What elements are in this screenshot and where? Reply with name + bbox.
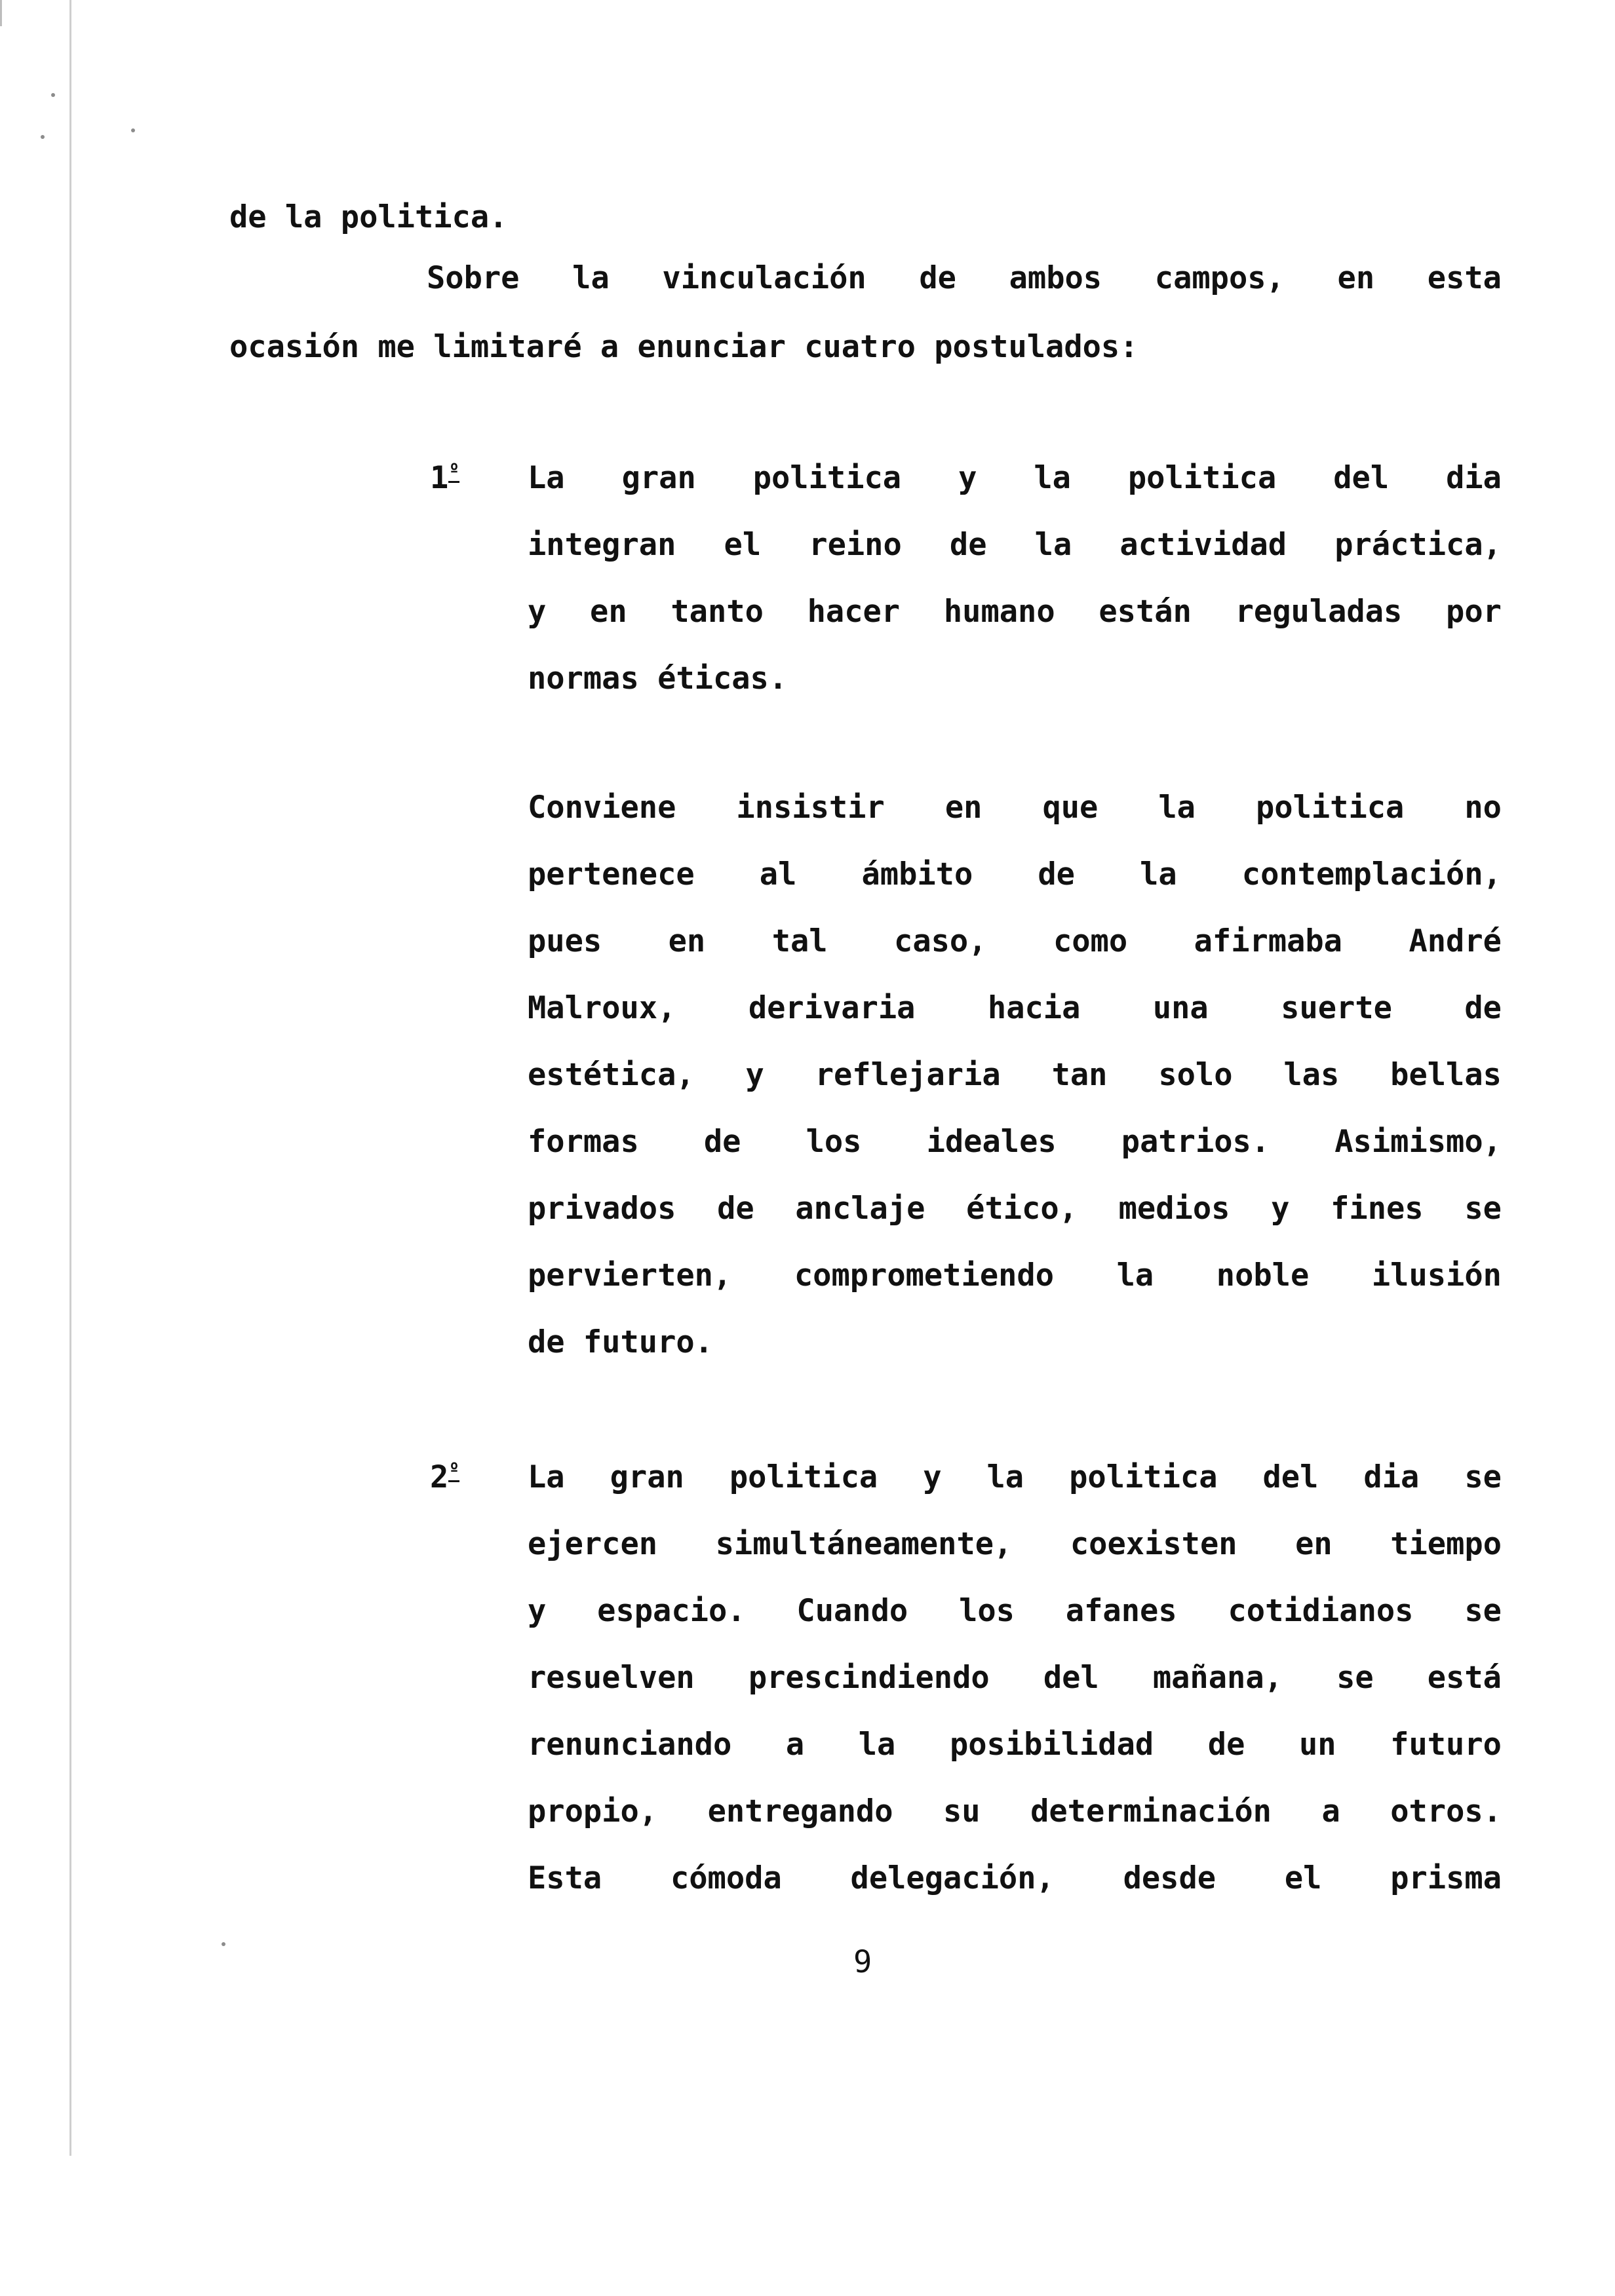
body-line	[528, 1056, 1502, 1095]
word: en	[944, 790, 983, 826]
word: fines	[1331, 1191, 1424, 1227]
word: de	[949, 527, 987, 563]
word: propio,	[528, 1793, 658, 1829]
word: gran	[610, 1459, 684, 1495]
word: humano	[943, 594, 1055, 630]
body-line: ocasión me limitaré a enunciar cuatro postulados:	[229, 329, 1138, 365]
word: de	[1207, 1727, 1245, 1763]
word: un	[1298, 1727, 1336, 1763]
ordinal-mark: º	[448, 459, 459, 483]
ordinal-number: 2	[430, 1459, 449, 1495]
word: de	[1038, 856, 1075, 892]
word: hacer	[807, 594, 901, 630]
word: tanto	[671, 594, 764, 630]
word: estética,	[528, 1057, 695, 1093]
word: ámbito	[861, 856, 973, 892]
scan-speck	[131, 128, 135, 132]
word: y	[528, 1593, 547, 1629]
word: pertenece	[528, 856, 695, 892]
word: desde	[1123, 1860, 1216, 1896]
justified-line	[528, 1189, 1502, 1229]
word: resuelven	[528, 1660, 695, 1696]
word: en	[1337, 260, 1375, 296]
scan-speck	[41, 135, 45, 139]
word: se	[1464, 1191, 1502, 1227]
word: al	[759, 856, 797, 892]
word: Cuando	[796, 1593, 908, 1629]
word: noble	[1216, 1257, 1310, 1293]
word: Sobre	[427, 260, 520, 296]
word: ambos	[1009, 260, 1102, 296]
word: pues	[528, 923, 602, 959]
word: dia	[1363, 1459, 1420, 1495]
word: delegación,	[850, 1860, 1055, 1896]
word: reflejaria	[815, 1057, 1001, 1093]
word: la	[1140, 856, 1177, 892]
word: Asimismo,	[1334, 1124, 1502, 1160]
word: suerte	[1281, 990, 1392, 1026]
word: ejercen	[528, 1526, 658, 1562]
justified-line	[528, 855, 1502, 894]
word: privados	[528, 1191, 676, 1227]
body-line	[528, 989, 1502, 1028]
word: de	[919, 260, 956, 296]
justified-line	[528, 1658, 1502, 1698]
word: y	[958, 460, 977, 496]
body-line	[528, 459, 1502, 498]
word: ilusión	[1371, 1257, 1502, 1293]
body-line	[528, 1725, 1502, 1765]
word: comprometiendo	[794, 1257, 1055, 1293]
body-line	[528, 1658, 1502, 1698]
word: coexisten	[1070, 1526, 1237, 1562]
word: futuro	[1390, 1727, 1502, 1763]
word: se	[1464, 1459, 1502, 1495]
justified-line	[528, 459, 1502, 498]
word: práctica,	[1334, 527, 1502, 563]
justified-line	[528, 1256, 1502, 1295]
word: del	[1262, 1459, 1319, 1495]
word: y	[1271, 1191, 1290, 1227]
word: en	[668, 923, 706, 959]
word: la	[1116, 1257, 1154, 1293]
body-line	[528, 788, 1502, 828]
body-line	[528, 1256, 1502, 1295]
body-line: de la politica.	[229, 199, 508, 235]
word: el	[724, 527, 762, 563]
word: a	[1321, 1793, 1340, 1829]
body-line	[528, 1859, 1502, 1898]
word: politica	[729, 1459, 878, 1495]
ordinal-mark: º	[448, 1459, 459, 1482]
word: La	[528, 460, 565, 496]
word: vinculación	[662, 260, 866, 296]
word: espacio.	[597, 1593, 746, 1629]
point-2-ordinal	[430, 1458, 459, 1497]
body-line	[528, 1792, 1502, 1831]
word: tiempo	[1390, 1526, 1502, 1562]
justified-line	[528, 1525, 1502, 1564]
justified-line	[528, 1859, 1502, 1898]
body-line	[528, 1458, 1502, 1497]
word: y	[528, 594, 547, 630]
word: pervierten,	[528, 1257, 732, 1293]
word: la	[986, 1459, 1024, 1495]
word: patrios.	[1121, 1124, 1270, 1160]
word: de	[717, 1191, 754, 1227]
word: mañana,	[1152, 1660, 1283, 1696]
page-number: 9	[853, 1944, 872, 1980]
word: ético,	[966, 1191, 1078, 1227]
word: solo	[1158, 1057, 1233, 1093]
word: gran	[621, 460, 696, 496]
word: y	[923, 1459, 942, 1495]
justified-line	[528, 1725, 1502, 1765]
word: del	[1043, 1660, 1099, 1696]
body-line	[528, 526, 1502, 565]
body-line: de futuro.	[528, 1324, 713, 1360]
word: reguladas	[1235, 594, 1403, 630]
word: la	[1034, 527, 1072, 563]
word: campos,	[1154, 260, 1285, 296]
word: politica	[1069, 1459, 1218, 1495]
word: reino	[809, 527, 902, 563]
word: esta	[1427, 260, 1502, 296]
body-line: normas éticas.	[528, 660, 788, 697]
body-line	[528, 922, 1502, 961]
body-line	[528, 1525, 1502, 1564]
word: cómoda	[670, 1860, 782, 1896]
word: determinación	[1030, 1793, 1272, 1829]
justified-line	[528, 788, 1502, 828]
justified-line	[528, 592, 1502, 632]
word: está	[1427, 1660, 1502, 1696]
word: tan	[1051, 1057, 1108, 1093]
justified-line	[528, 526, 1502, 565]
word: prisma	[1390, 1860, 1502, 1896]
word: y	[745, 1057, 764, 1093]
justified-line	[528, 922, 1502, 961]
word: los	[806, 1124, 862, 1160]
word: por	[1446, 594, 1502, 630]
word: cotidianos	[1228, 1593, 1414, 1629]
word: politica	[1255, 790, 1405, 826]
word: Conviene	[528, 790, 676, 826]
word: hacia	[987, 990, 1081, 1026]
word: actividad	[1119, 527, 1287, 563]
scan-speck	[222, 1942, 225, 1946]
point-1-ordinal	[430, 459, 459, 498]
word: del	[1333, 460, 1390, 496]
body-line	[528, 592, 1502, 632]
body-line	[528, 855, 1502, 894]
body-line	[528, 1592, 1502, 1631]
word: la	[858, 1727, 896, 1763]
word: no	[1464, 790, 1502, 826]
word: Esta	[528, 1860, 602, 1896]
word: bellas	[1390, 1057, 1502, 1093]
word: están	[1099, 594, 1192, 630]
word: que	[1042, 790, 1099, 826]
justified-line	[528, 1122, 1502, 1162]
word: de	[1464, 990, 1502, 1026]
word: derivaria	[748, 990, 916, 1026]
word: politica	[1127, 460, 1277, 496]
justified-line	[528, 989, 1502, 1028]
scan-speck	[51, 93, 55, 97]
justified-line	[427, 259, 1502, 298]
word: la	[1158, 790, 1196, 826]
word: posibilidad	[949, 1727, 1154, 1763]
word: renunciando	[528, 1727, 732, 1763]
word: como	[1053, 923, 1128, 959]
justified-line	[528, 1458, 1502, 1497]
word: prescindiendo	[748, 1660, 990, 1696]
word: la	[572, 260, 610, 296]
word: dia	[1446, 460, 1502, 496]
word: politica	[752, 460, 902, 496]
word: Malroux,	[528, 990, 676, 1026]
body-line	[427, 259, 1502, 298]
word: caso,	[894, 923, 987, 959]
word: se	[1336, 1660, 1374, 1696]
word: de	[703, 1124, 741, 1160]
word: su	[943, 1793, 981, 1829]
justified-line	[528, 1056, 1502, 1095]
word: insistir	[736, 790, 885, 826]
word: entregando	[707, 1793, 893, 1829]
word: en	[590, 594, 627, 630]
word: una	[1152, 990, 1209, 1026]
word: simultáneamente,	[715, 1526, 1013, 1562]
word: ideales	[926, 1124, 1057, 1160]
ordinal-number: 1	[430, 460, 449, 496]
word: medios	[1118, 1191, 1230, 1227]
body-line	[528, 1189, 1502, 1229]
word: anclaje	[795, 1191, 925, 1227]
word: tal	[771, 923, 828, 959]
word: a	[785, 1727, 805, 1763]
margin-rule	[69, 0, 71, 2156]
word: integran	[528, 527, 676, 563]
word: contemplación,	[1241, 856, 1502, 892]
justified-line	[528, 1792, 1502, 1831]
word: los	[959, 1593, 1015, 1629]
word: el	[1284, 1860, 1322, 1896]
word: formas	[528, 1124, 639, 1160]
word: afirmaba	[1194, 923, 1342, 959]
word: se	[1464, 1593, 1502, 1629]
word: La	[528, 1459, 565, 1495]
word: la	[1034, 460, 1071, 496]
word: otros.	[1390, 1793, 1502, 1829]
word: las	[1283, 1057, 1340, 1093]
word: André	[1409, 923, 1502, 959]
justified-line	[528, 1592, 1502, 1631]
body-line	[528, 1122, 1502, 1162]
scan-edge-mark	[0, 0, 2, 26]
word: afanes	[1065, 1593, 1177, 1629]
word: en	[1295, 1526, 1333, 1562]
